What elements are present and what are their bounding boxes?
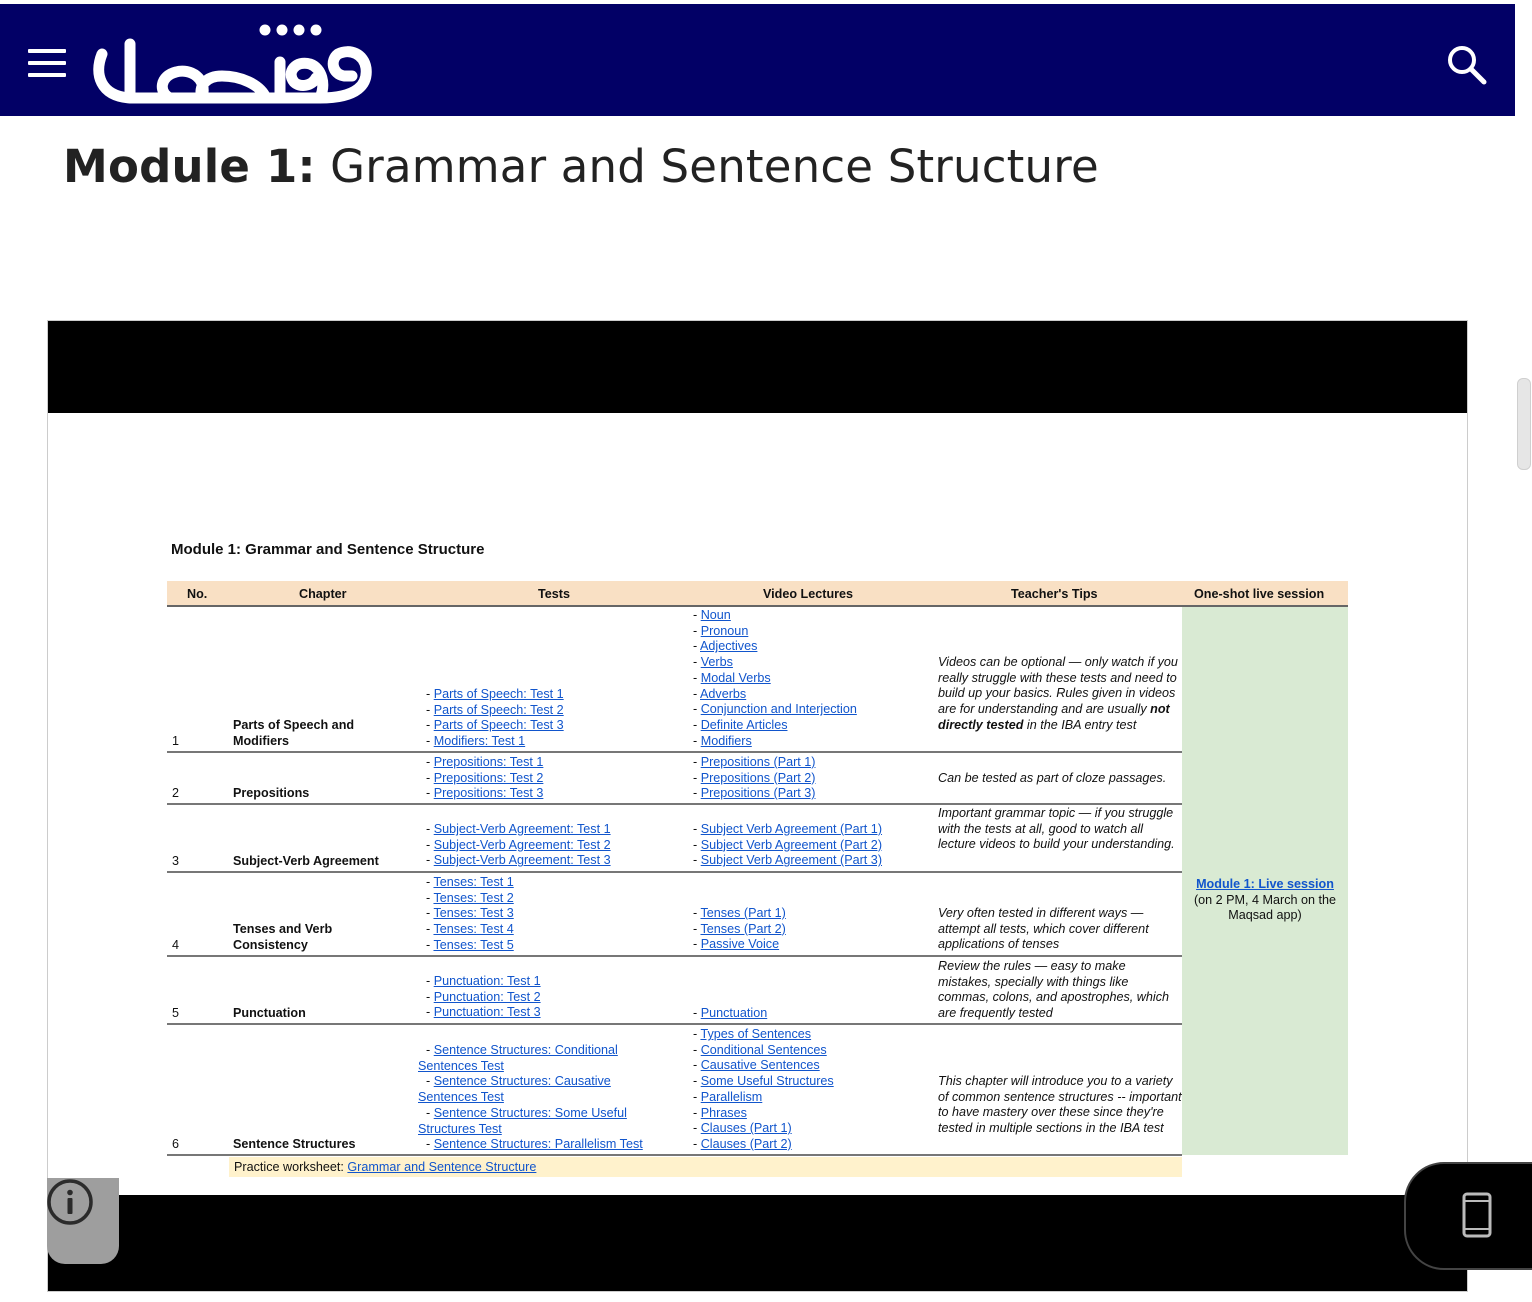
row-2-tips: Can be tested as part of cloze passages. [938,771,1167,785]
row-2-chapter: Prepositions [233,786,310,800]
live-session-link[interactable]: Module 1: Live session [1196,877,1334,891]
test-link[interactable]: Tenses: Test 3 [433,906,514,921]
row-divider [167,955,1182,957]
video-link[interactable]: Definite Articles [700,717,788,732]
test-link[interactable]: Tenses: Test 5 [433,937,514,952]
row-1-tips-text: Videos can be optional — only watch if you really struggle with these tests and need to build up your basics. Rules given in videos are for understanding and are usually [938,655,1178,717]
brand-logo[interactable] [90,14,380,110]
row-4-number: 4 [172,938,180,952]
row-6-tests: - Sentence Structures: Conditional Sentences Test - Sentence Structures: Causative Sentences Test - Sentence Structures: Some Useful Structures Test - Sentence Structures: Parallelism Test [418,1043,643,1152]
row-3-number: 3 [172,854,180,868]
row-1-tips-text-end: in the IBA entry test [1023,717,1137,732]
row-4-chapter [233,922,332,953]
hamburger-menu-icon[interactable] [28,49,66,77]
video-link[interactable]: Adjectives [700,639,758,654]
test-link[interactable]: Prepositions: Test 3 [433,786,544,801]
test-link[interactable]: Modifiers: Test 1 [433,734,526,749]
practice-worksheet-row [229,1157,1182,1177]
row-6-number: 6 [172,1137,180,1151]
test-link[interactable]: Sentences Test [418,1090,504,1105]
document-title: Module 1: Grammar and Sentence Structure [171,541,485,558]
header-video-lectures: Video Lectures [763,587,854,601]
row-1-tips-bold: not directly tested [938,702,1170,732]
video-link[interactable]: Some Useful Structures [700,1074,834,1089]
row-1-chapter [233,718,354,749]
row-6-tips: This chapter will introduce you to a variety of common sentence structures -- important to have mastery over these since they're tested in multiple sections in the IBA test [938,1074,1182,1136]
test-link[interactable]: Parts of Speech: Test 1 [433,687,564,701]
page-scrollbar[interactable] [1517,378,1531,470]
row-4-tips: Very often tested in different ways — attempt all tests, which cover different applications of tenses [938,906,1149,952]
video-link[interactable]: Passive Voice [700,937,780,952]
test-link[interactable]: Tenses: Test 4 [433,922,514,937]
row-2-tests: - Prepositions: Test 1 - Prepositions: Test 2 - Prepositions: Test 3 [426,755,544,801]
page-title [63,140,1099,193]
header-teachers-tips: Teacher's Tips [1011,587,1098,601]
test-link[interactable]: Parts of Speech: Test 2 [433,702,564,717]
video-link[interactable]: Pronoun [700,623,749,638]
test-link[interactable]: Prepositions: Test 1 [433,755,544,769]
row-3-videos: - Subject Verb Agreement (Part 1) - Subject Verb Agreement (Part 2) - Subject Verb Agreement (Part 3) [693,822,883,868]
test-link[interactable]: Subject-Verb Agreement: Test 1 [433,822,611,836]
row-divider [167,871,1182,873]
row-5-chapter: Punctuation [233,1006,306,1020]
video-link[interactable]: Types of Sentences [700,1027,812,1041]
row-3-tips: Important grammar topic — if you struggle with the tests at all, good to watch all lecture videos to build your understanding. [938,806,1175,852]
top-bar [0,4,1515,116]
row-3-tests: - Subject-Verb Agreement: Test 1 - Subject-Verb Agreement: Test 2 - Subject-Verb Agreement: Test 3 [426,822,611,868]
mobile-view-button[interactable] [1404,1162,1532,1270]
video-link[interactable]: Phrases [700,1105,747,1120]
mobile-phone-icon [1462,1192,1492,1238]
video-link[interactable]: Noun [700,608,731,622]
embed-bottom-bar [48,1195,1467,1291]
video-link[interactable]: Modifiers [700,733,752,748]
row-5-tips: Review the rules — easy to make mistakes, specially with things like commas, colons, and apostrophes, which are frequently tested [938,959,1170,1021]
row-1-number: 1 [172,734,180,748]
row-divider [167,1023,1182,1025]
row-2-number: 2 [172,786,180,800]
row-5-tests: - Punctuation: Test 1 - Punctuation: Test 2 - Punctuation: Test 3 [426,974,541,1020]
row-1-chapter-line: Modifiers [233,733,289,748]
video-link[interactable]: Tenses (Part 1) [700,906,786,920]
page-title-rest: Grammar and Sentence Structure [315,140,1099,193]
test-link[interactable]: Sentences Test [418,1058,504,1073]
header-no: No. [187,587,208,601]
header-tests: Tests [538,587,570,601]
test-link[interactable]: Tenses: Test 1 [433,875,514,889]
row-5-videos: - Punctuation [693,1006,768,1020]
test-link[interactable]: Tenses: Test 2 [433,890,514,905]
video-link[interactable]: Clauses (Part 2) [700,1136,792,1151]
video-link[interactable]: Tenses (Part 2) [700,921,786,936]
header-live-session: One-shot live session [1194,587,1325,601]
video-link[interactable]: Subject Verb Agreement (Part 2) [700,837,883,852]
video-link[interactable]: Adverbs [700,686,747,701]
row-divider [167,751,1182,753]
document-embed[interactable] [47,320,1468,1292]
row-4-tests: - Tenses: Test 1 - Tenses: Test 2 - Tenses: Test 3 - Tenses: Test 4 - Tenses: Test 5 [426,875,514,952]
row-4-videos: - Tenses (Part 1) - Tenses (Part 2) - Passive Voice [693,906,786,952]
test-link[interactable]: Sentence Structures: Causative [433,1074,611,1089]
row-5-number: 5 [172,1006,180,1020]
test-link[interactable]: Sentence Structures: Some Useful [433,1105,627,1120]
video-link[interactable]: Punctuation [700,1006,768,1020]
page-title-bold: Module 1: [63,140,316,193]
row-4-chapter-line: Tenses and Verb [233,922,333,936]
video-link[interactable]: Prepositions (Part 1) [700,755,816,769]
row-1-tips [938,655,1182,734]
practice-worksheet-link[interactable]: Grammar and Sentence Structure [347,1160,537,1174]
row-1-videos: - Noun - Pronoun - Adjectives - Verbs - Modal Verbs - Adverbs - Conjunction and Interjection - Definite Articles - Modifiers [693,608,857,748]
video-link[interactable]: Prepositions (Part 2) [700,770,816,785]
table-header [167,581,1348,607]
row-4-chapter-line: Consistency [233,937,308,952]
test-link[interactable]: Sentence Structures: Parallelism Test [433,1137,643,1152]
video-link[interactable]: Parallelism [700,1089,763,1104]
video-link[interactable]: Clauses (Part 1) [700,1121,792,1136]
row-3-chapter: Subject-Verb Agreement [233,854,379,868]
test-link[interactable]: Punctuation: Test 2 [433,989,541,1004]
header-chapter: Chapter [299,587,347,601]
embed-top-bar [48,321,1467,413]
practice-label: Practice worksheet: [234,1160,348,1174]
module-table [167,581,1348,1179]
test-link[interactable]: Punctuation: Test 3 [433,1005,541,1020]
info-icon[interactable] [46,1178,94,1226]
live-session-cell [1182,877,1348,924]
test-link[interactable]: Structures Test [418,1121,502,1136]
search-icon[interactable] [1442,40,1492,90]
test-link[interactable]: Prepositions: Test 2 [433,770,544,785]
row-divider [167,803,1182,805]
video-link[interactable]: Modal Verbs [700,670,771,685]
live-session-app: Maqsad app) [1228,908,1302,923]
test-link[interactable]: Sentence Structures: Conditional [433,1043,618,1057]
test-link[interactable]: Subject-Verb Agreement: Test 2 [433,837,611,852]
brand-logo-mark [90,14,380,110]
row-6-chapter: Sentence Structures [233,1137,356,1151]
row-1-chapter-line: Parts of Speech and [233,718,355,732]
test-link[interactable]: Parts of Speech: Test 3 [433,718,564,733]
video-link[interactable]: Subject Verb Agreement (Part 1) [700,822,883,836]
row-2-videos: - Prepositions (Part 1) - Prepositions (Part 2) - Prepositions (Part 3) [693,755,816,801]
video-link[interactable]: Conjunction and Interjection [700,702,857,717]
test-link[interactable]: Subject-Verb Agreement: Test 3 [433,853,611,868]
live-session-time: (on 2 PM, 4 March on the [1193,892,1337,907]
test-link[interactable]: Punctuation: Test 1 [433,974,541,988]
row-6-videos: - Types of Sentences - Conditional Sentences - Causative Sentences - Some Useful Structures - Parallelism - Phrases - Clauses (Part 1) - Clauses (Part 2) [693,1027,834,1151]
row-divider [167,1154,1182,1156]
row-1-tests: - Parts of Speech: Test 1 - Parts of Speech: Test 2 - Parts of Speech: Test 3 - Modifiers: Test 1 [426,687,564,749]
video-link[interactable]: Prepositions (Part 3) [700,786,816,801]
video-link[interactable]: Conditional Sentences [700,1042,827,1057]
video-link[interactable]: Subject Verb Agreement (Part 3) [700,853,883,868]
video-link[interactable]: Causative Sentences [700,1058,820,1073]
video-link[interactable]: Verbs [700,655,733,670]
